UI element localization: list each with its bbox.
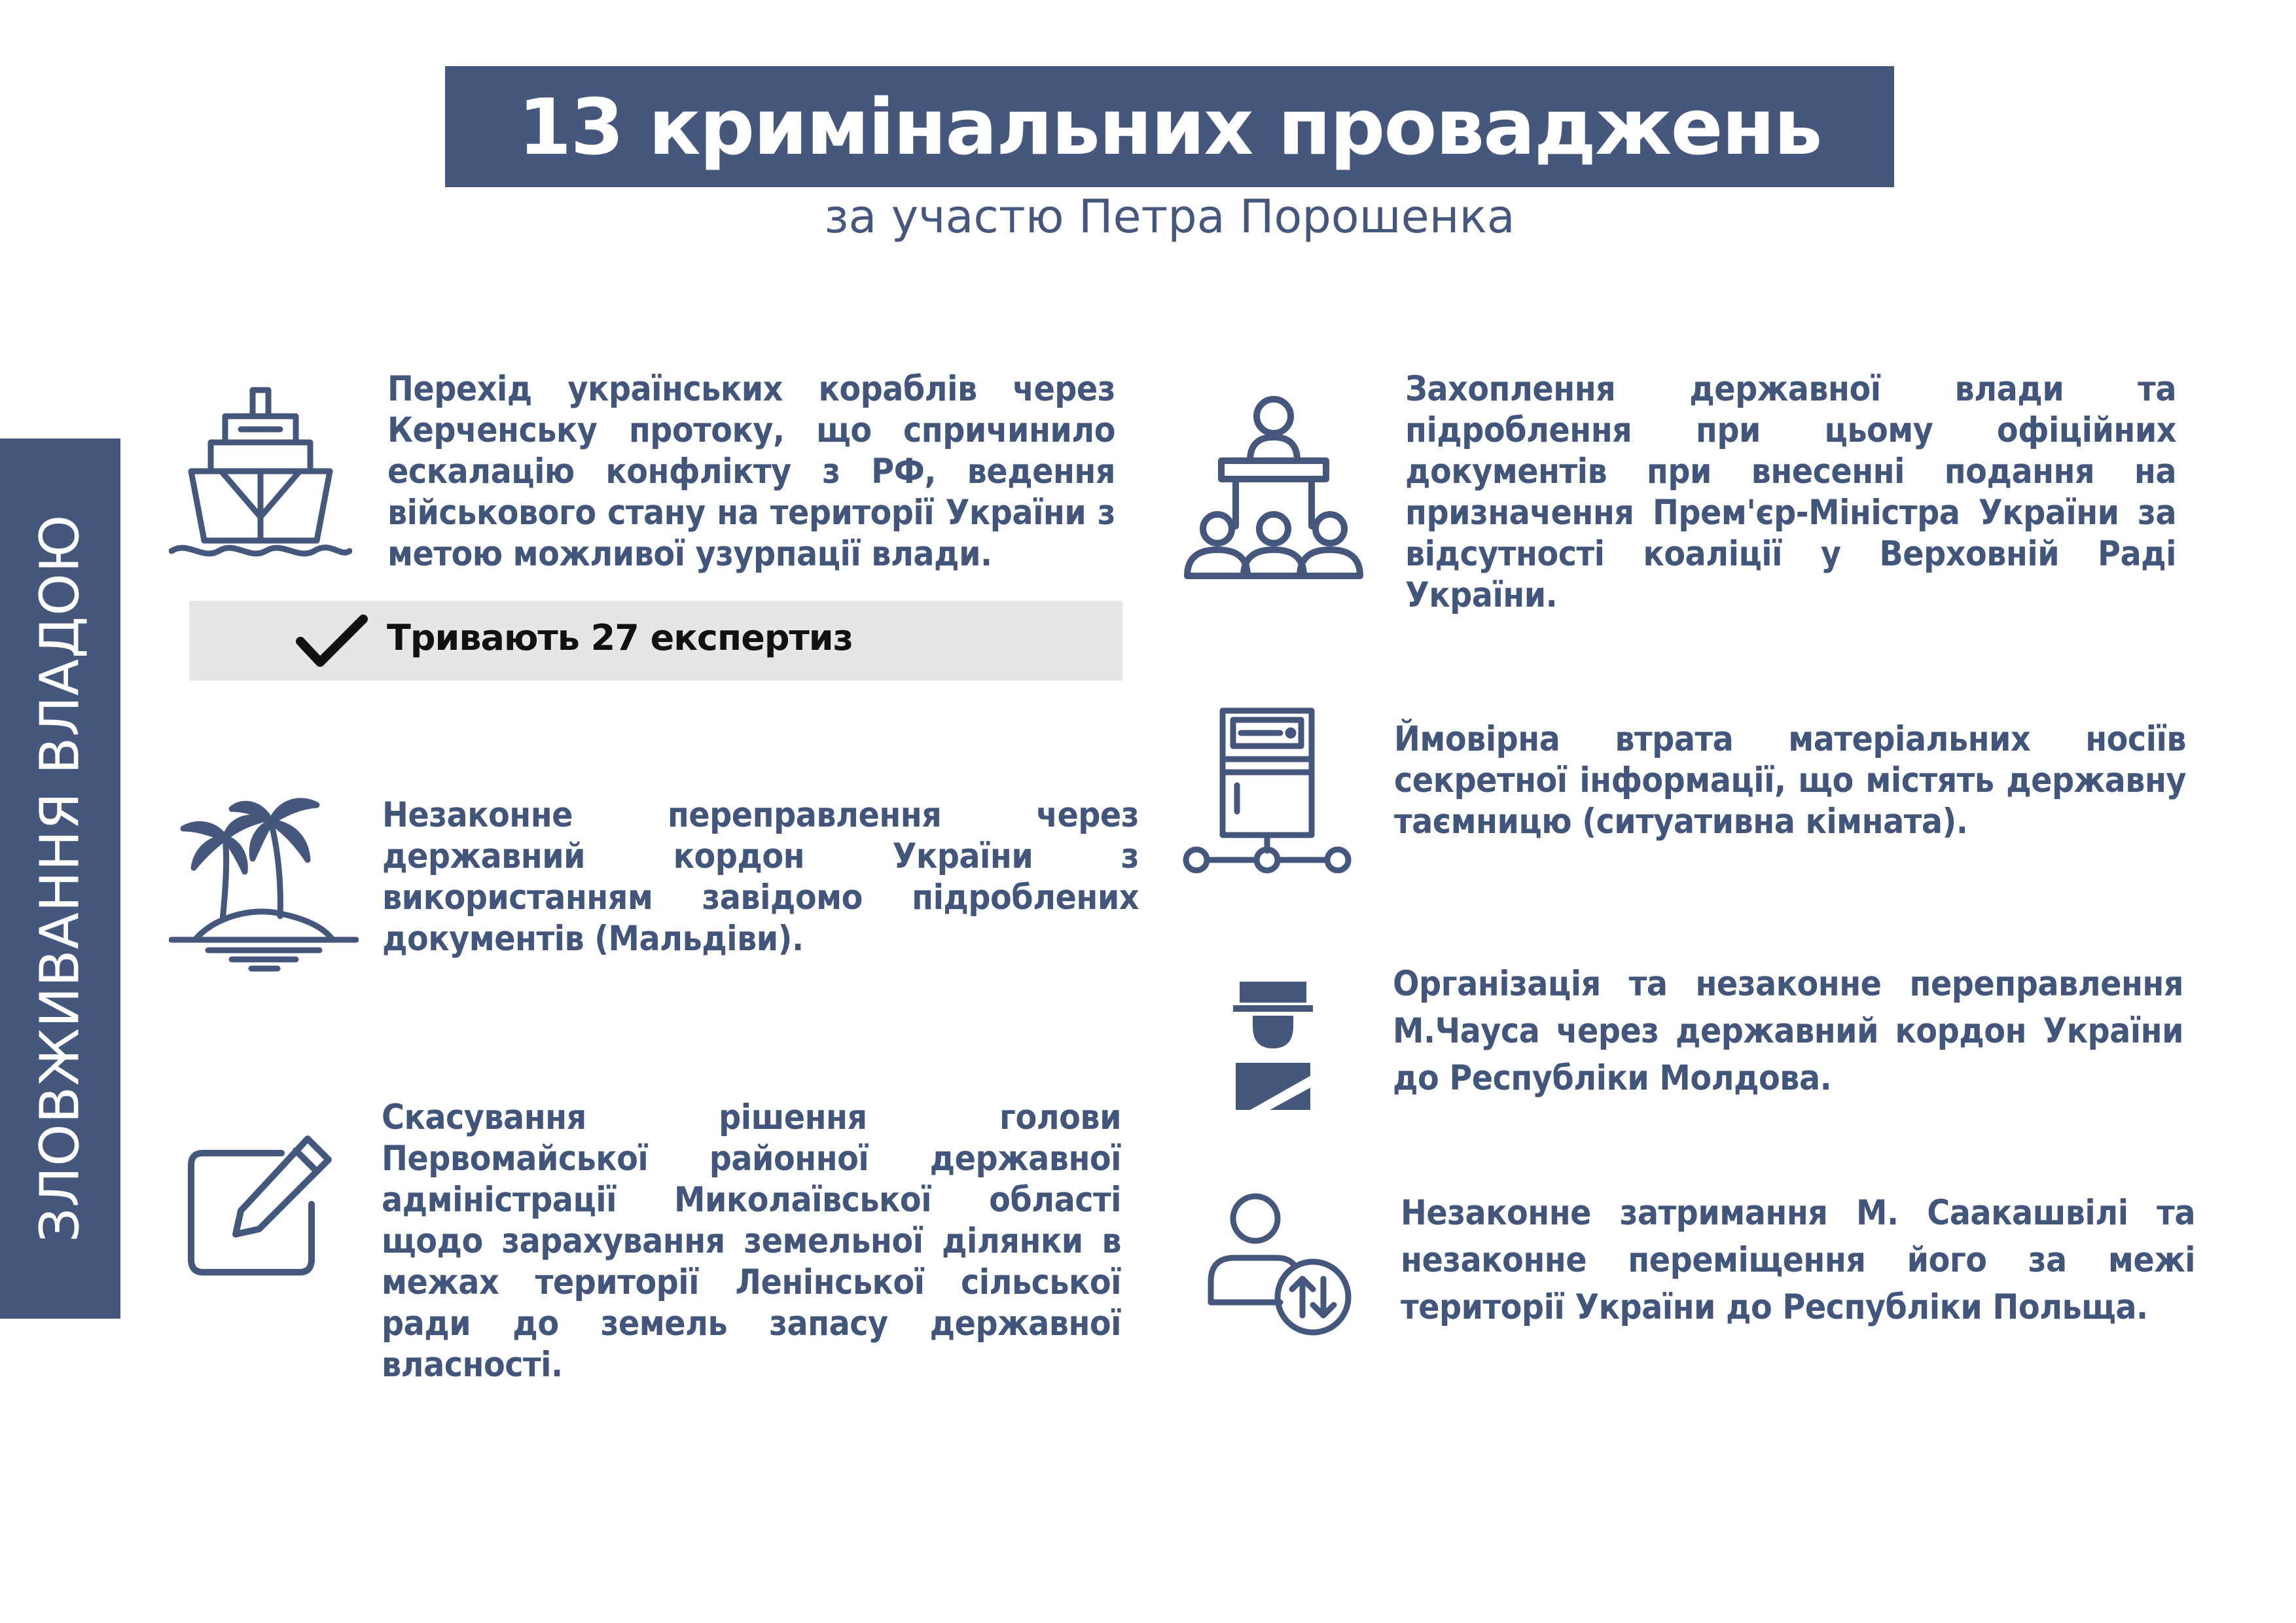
case-item xyxy=(1401,1190,2195,1331)
case-emphasis: (Мальдіви). xyxy=(594,919,804,959)
case-item xyxy=(382,1097,1121,1385)
ship-icon xyxy=(169,386,352,563)
status-badge xyxy=(189,601,1122,681)
case-item xyxy=(382,794,1139,959)
case-item xyxy=(1394,719,2186,842)
case-emphasis: (ситуативна кімната). xyxy=(1582,802,1968,842)
category-label: ЗЛОВЖИВАННЯ ВЛАДОЮ xyxy=(29,514,92,1243)
edit-icon xyxy=(183,1128,340,1285)
case-item xyxy=(1393,961,2183,1102)
case-text: Перехід українських кораблів через Керченську протоку, що спричинило ескалацію конфлікту з РФ, ведення військового стану на території України з метою можливої узурпації влади. xyxy=(387,369,1115,574)
checkmark-icon xyxy=(295,614,368,673)
podium-icon xyxy=(1182,395,1365,580)
badge-text: Тривають 27 експертиз xyxy=(387,617,853,658)
server-network-icon xyxy=(1182,707,1354,877)
case-text: Незаконне переправлення через державний кордон України з використанням завідомо підроблених документів xyxy=(382,795,1139,959)
case-text: Захоплення державної влади та підроблення при цьому офіційних документів при внесенні подання на призначення Прем'єр-Міністра України за відсутності коаліції у Верховній Раді України. xyxy=(1405,369,2176,615)
island-icon xyxy=(169,783,359,972)
case-text: Організація та незаконне переправлення М.Чауса через державний кордон України до Республіки Молдова. xyxy=(1393,964,2183,1098)
person-transfer-icon xyxy=(1204,1190,1355,1339)
category-sidebar xyxy=(0,438,120,1319)
page-subtitle: за участю Петра Порошенка xyxy=(824,190,1515,243)
case-text: Незаконне затримання М. Саакашвілі та незаконне переміщення його за межі території України до Республіки Польща. xyxy=(1401,1193,2195,1327)
case-text: Ймовірна втрата матеріальних носіїв секретної інформації, що містять державну таємницю xyxy=(1394,719,2186,842)
border-guard-icon xyxy=(1224,976,1322,1114)
page-title: 13 кримінальних проваджень xyxy=(518,81,1821,172)
case-item xyxy=(1405,368,2176,616)
case-item xyxy=(387,368,1115,575)
title-banner xyxy=(445,66,1894,187)
case-text: Скасування рішення голови Первомайської районної державної адміністрації Миколаївської області щодо зарахування земельної ділянки в межах території Ленінської сільської ради до земель запасу державної власності. xyxy=(382,1097,1121,1385)
